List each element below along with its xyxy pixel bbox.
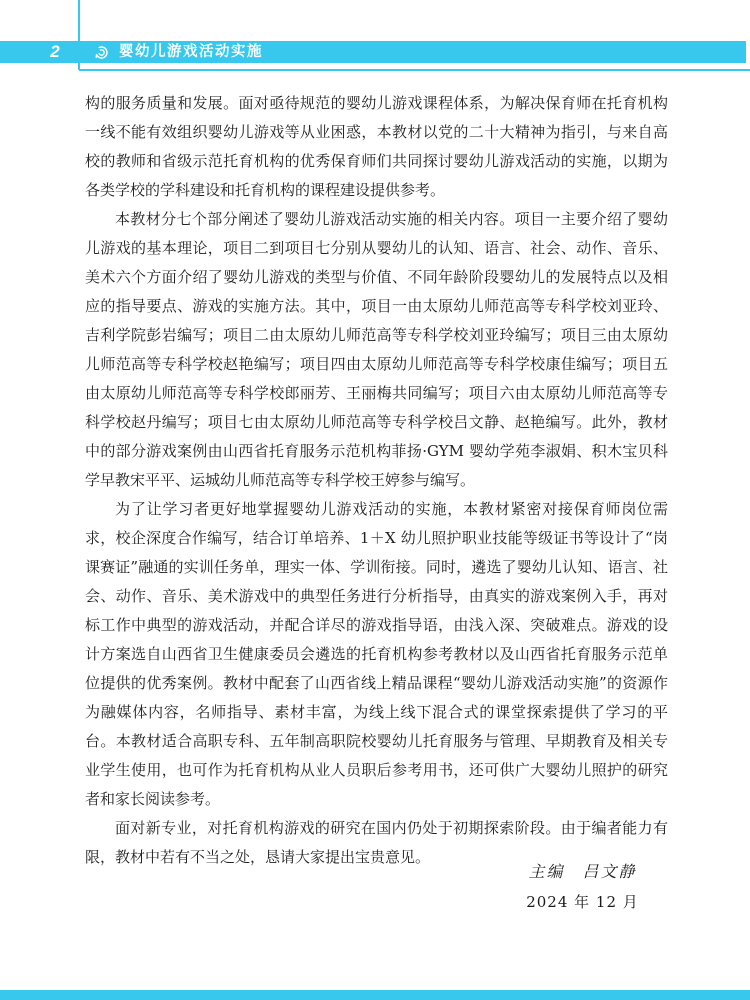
paragraph: 本教材分七个部分阐述了婴幼儿游戏活动实施的相关内容。项目一主要介绍了婴幼儿游戏的基本理论，项目二到项目七分别从婴幼儿的认知、语言、社会、动作、音乐、美术六个方面介绍了婴幼儿游戏的类型与价值、不同年龄阶段婴幼儿的发展特点以及相应的指导要点、游戏的实施方法。其中，项目一由太原幼儿师范高等专科学校刘亚玲、吉利学院彭岩编写；项目二由太原幼儿师范高等专科学校刘亚玲编写；项目三由太原幼儿师范高等专科学校赵艳编写；项目四由太原幼儿师范高等专科学校康佳编写；项目五由太原幼儿师范高等专科学校郎丽芳、王丽梅共同编写；项目六由太原幼儿师范高等专科学校赵丹编写；项目七由太原幼儿师范高等专科学校吕文静、赵艳编写。此外，教材中的部分游戏案例由山西省托育服务示范机构菲扬·GYM 婴幼学苑李淑娟、积木宝贝科学早教宋平平、运城幼儿师范高等专科学校王婷参与编写。 [85,210,668,489]
header-underline [79,69,750,71]
book-title: 婴幼儿游戏活动实施 [119,44,263,60]
signature-editor: 主编 吕文静 [528,862,637,881]
paragraph: 面对新专业，对托育机构游戏的研究在国内仍处于初期探索阶段。由于编者能力有限，教材中若有不当之处，恳请大家提出宝贵意见。 [85,819,668,866]
paragraph: 构的服务质量和发展。面对亟待规范的婴幼儿游戏课程体系，为解决保育师在托育机构一线不能有效组织婴幼儿游戏等从业困惑，本教材以党的二十大精神为指引，与来自高校的教师和省级示范托育机构的优秀保育师们共同探讨婴幼儿游戏活动的实施，以期为各类学校的学科建设和托育机构的课程建设提供参考。 [85,94,668,199]
paragraph: 为了让学习者更好地掌握婴幼儿游戏活动的实施，本教材紧密对接保育师岗位需求，校企深度合作编写，结合订单培养、1＋X 幼儿照护职业技能等级证书等设计了“岗课赛证”融通的实训任务单，理实一体、学训衔接。同时，遴选了婴幼儿认知、语言、社会、动作、音乐、美术游戏中的典型任务进行分析指导，由真实的游戏案例入手，再对标工作中典型的游戏活动，并配合详尽的游戏指导语，由浅入深、突破难点。游戏的设计方案选自山西省卫生健康委员会遴选的托育机构参考教材以及山西省托育服务示范单位提供的优秀案例。教材中配套了山西省线上精品课程“婴幼儿游戏活动实施”的资源作为融媒体内容，名师指导、素材丰富，为线上线下混合式的课堂探索提供了学习的平台。本教材适合高职专科、五年制高职院校婴幼儿托育服务与管理、早期教育及相关专业学生使用，也可作为托育机构从业人员职后参考用书，还可供广大婴幼儿照护的研究者和家长阅读参考。 [85,500,668,808]
preface-body [85,89,668,872]
signature-date: 2024 年 12 月 [526,893,639,911]
footer-band [0,990,750,1000]
signature-block [495,857,670,917]
header-band [0,41,746,63]
swirl-logo-icon [93,44,110,61]
page-number: 2 [50,42,60,61]
